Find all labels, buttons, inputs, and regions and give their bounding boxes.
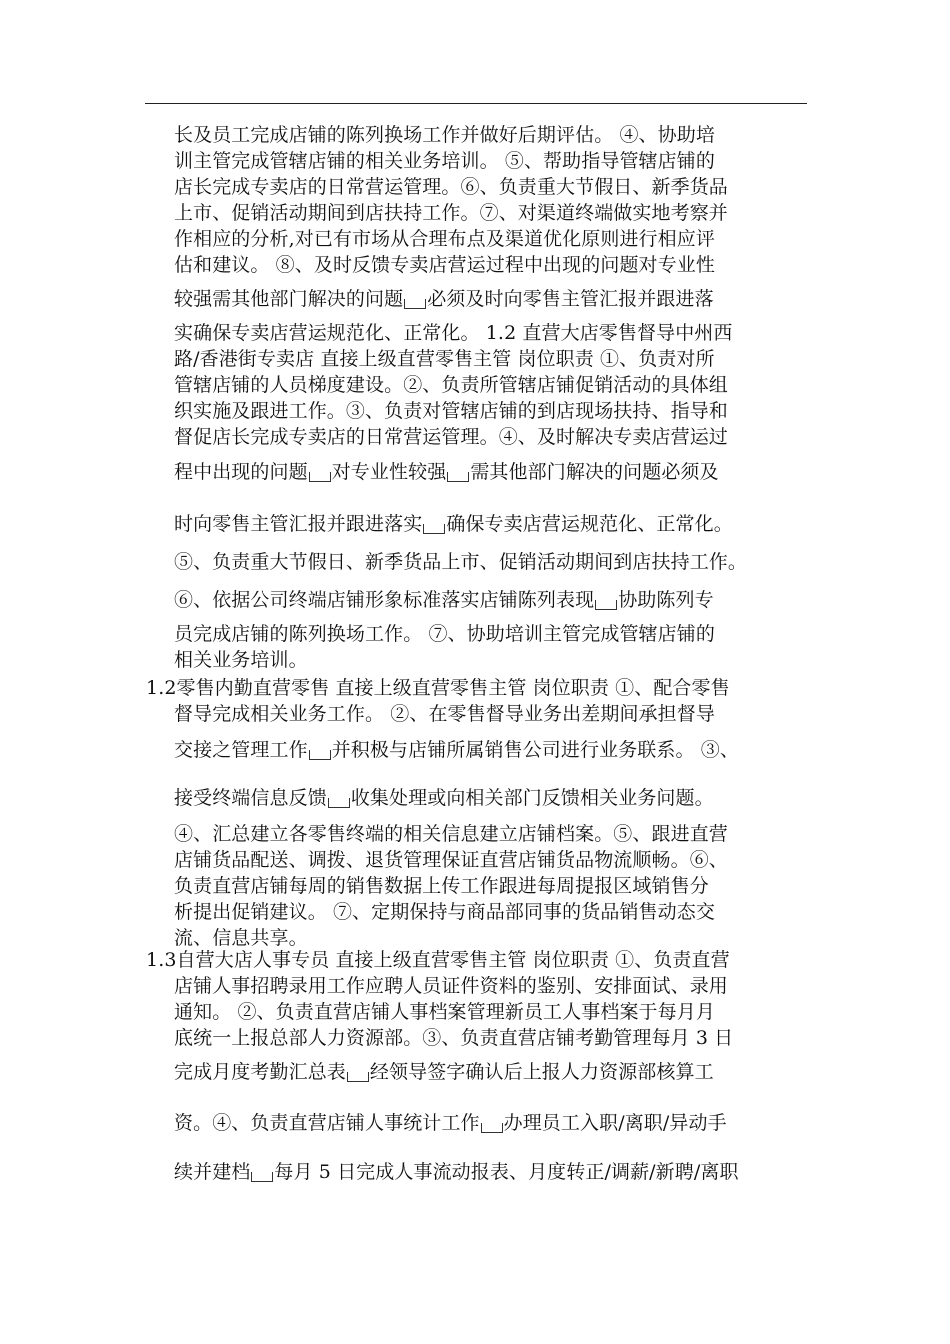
text-line: ④、汇总建立各零售终端的相关信息建立店铺档案。⑤、跟进直营 [174, 823, 728, 845]
space-mark-icon [423, 524, 445, 534]
text-line: 估和建议。 ⑧、及时反馈专卖店营运过程中出现的问题对专业性 [174, 254, 715, 276]
space-mark-icon [309, 472, 331, 482]
text-line: 负责直营店铺每周的销售数据上传工作跟进每周提报区域销售分 [174, 875, 709, 897]
text-segment: 对专业性较强 [331, 461, 447, 483]
text-line [174, 588, 714, 612]
text-segment: ⑥、依据公司终端店铺形象标准落实店铺陈列表现 [174, 589, 595, 611]
text-segment: 接受终端信息反馈 [174, 787, 327, 809]
text-line [174, 512, 733, 536]
text-segment: 交接之管理工作 [174, 739, 308, 761]
text-line: 店长完成专卖店的日常营运管理。⑥、负责重大节假日、新季货品 [174, 176, 728, 198]
text-segment: 完成月度考勤汇总表 [174, 1061, 346, 1083]
text-segment: 需其他部门解决的问题必须及 [470, 461, 719, 483]
text-segment: 办理员工入职/离职/异动手 [503, 1112, 727, 1134]
text-line: 底统一上报总部人力资源部。③、负责直营店铺考勤管理每月 3 日 [174, 1027, 734, 1049]
text-line: 1.3自营大店人事专员 直接上级直营零售主管 岗位职责 ①、负责直营 [146, 949, 730, 971]
space-mark-icon [251, 1172, 273, 1182]
text-segment: 并积极与店铺所属销售公司进行业务联系。 ③、 [331, 739, 739, 761]
text-line: 训主管完成管辖店铺的相关业务培训。 ⑤、帮助指导管辖店铺的 [174, 150, 715, 172]
text-line [174, 1111, 727, 1135]
text-line: 析提出促销建议。 ⑦、定期保持与商品部同事的货品销售动态交 [174, 901, 715, 923]
text-line [174, 460, 719, 484]
text-line: 流、信息共享。 [174, 927, 308, 949]
space-mark-icon [447, 472, 469, 482]
space-mark-icon [347, 1072, 369, 1082]
header-rule [145, 103, 807, 104]
text-line: 督导完成相关业务工作。 ②、在零售督导业务出差期间承担督导 [174, 703, 715, 725]
text-line: 作相应的分析,对已有市场从合理布点及渠道优化原则进行相应评 [174, 228, 715, 250]
text-segment: 经领导签字确认后上报人力资源部核算工 [369, 1061, 714, 1083]
space-mark-icon [328, 798, 350, 808]
text-line: 长及员工完成店铺的陈列换场工作并做好后期评估。 ④、协助培 [174, 124, 715, 146]
space-mark-icon [309, 750, 331, 760]
text-segment: 时向零售主管汇报并跟进落实 [174, 513, 423, 535]
text-line: 实确保专卖店营运规范化、正常化。 1.2 直营大店零售督导中州西 [174, 322, 733, 344]
text-line: 上市、促销活动期间到店扶持工作。⑦、对渠道终端做实地考察并 [174, 202, 728, 224]
space-mark-icon [481, 1123, 503, 1133]
text-line: 织实施及跟进工作。③、负责对管辖店铺的到店现场扶持、指导和 [174, 400, 728, 422]
text-line: 店铺人事招聘录用工作应聘人员证件资料的鉴别、安排面试、录用 [174, 975, 728, 997]
text-line: 督促店长完成专卖店的日常营运管理。④、及时解决专卖店营运过 [174, 426, 728, 448]
text-line [174, 738, 739, 762]
text-line [174, 786, 714, 810]
text-segment: 程中出现的问题 [174, 461, 308, 483]
text-line [174, 1160, 739, 1184]
text-segment: 续并建档 [174, 1161, 251, 1183]
text-line: 员完成店铺的陈列换场工作。 ⑦、协助培训主管完成管辖店铺的 [174, 623, 715, 645]
text-segment: 资。④、负责直营店铺人事统计工作 [174, 1112, 480, 1134]
text-line: 相关业务培训。 [174, 649, 308, 671]
text-segment: 必须及时向零售主管汇报并跟进落 [427, 288, 714, 310]
text-line [174, 287, 714, 311]
text-line: ⑤、负责重大节假日、新季货品上市、促销活动期间到店扶持工作。 [174, 551, 748, 573]
text-line [174, 1060, 714, 1084]
text-line: 管辖店铺的人员梯度建设。②、负责所管辖店铺促销活动的具体组 [174, 374, 728, 396]
space-mark-icon [404, 299, 426, 309]
space-mark-icon [595, 600, 617, 610]
text-segment: 协助陈列专 [618, 589, 714, 611]
text-segment: 确保专卖店营运规范化、正常化。 [446, 513, 733, 535]
text-segment: 较强需其他部门解决的问题 [174, 288, 404, 310]
text-line: 路/香港街专卖店 直接上级直营零售主管 岗位职责 ①、负责对所 [174, 348, 715, 370]
text-line: 通知。 ②、负责直营店铺人事档案管理新员工人事档案于每月月 [174, 1001, 715, 1023]
text-segment: 每月 5 日完成人事流动报表、月度转正/调薪/新聘/离职 [274, 1161, 739, 1183]
text-line: 店铺货品配送、调拨、退货管理保证直营店铺货品物流顺畅。⑥、 [174, 849, 728, 871]
text-segment: 收集处理或向相关部门反馈相关业务问题。 [350, 787, 714, 809]
text-line: 1.2零售内勤直营零售 直接上级直营零售主管 岗位职责 ①、配合零售 [146, 677, 730, 699]
